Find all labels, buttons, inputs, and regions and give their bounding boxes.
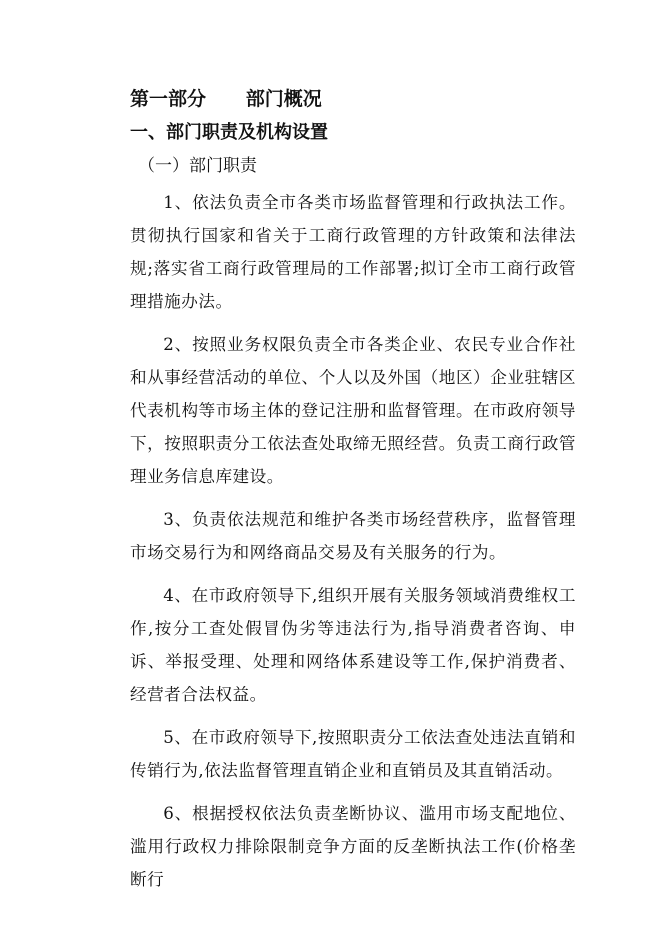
paragraph-3: 3、负责依法规范和维护各类市场经营秩序，监督管理市场交易行为和网络商品交易及有关服务的行为。 bbox=[130, 510, 576, 562]
paragraph-5: 5、在市政府领导下,按照职责分工依法查处违法直销和传销行为,依法监督管理直销企业和直销员及其直销活动。 bbox=[130, 728, 576, 780]
section-title: 一、部门职责及机构设置 bbox=[130, 122, 328, 143]
paragraph-1: 1、依法负责全市各类市场监督管理和行政执法工作。贯彻执行国家和省关于工商行政管理的方针政策和法律法规;落实省工商行政管理局的工作部署;拟订全市工商行政管理措施办法。 bbox=[130, 193, 576, 311]
document-body bbox=[130, 86, 576, 906]
paragraph-6: 6、根据授权依法负责垄断协议、滥用市场支配地位、滥用行政权力排除限制竞争方面的反垄断执法工作(价格垄断行 bbox=[130, 804, 576, 889]
paragraph-2: 2、按照业务权限负责全市各类企业、农民专业合作社和从事经营活动的单位、个人以及外国（地区）企业驻辖区代表机构等市场主体的登记注册和监督管理。在市政府领导下，按照职责分工依法查处取缔无照经营。负责工商行政管理业务信息库建设。 bbox=[130, 335, 576, 486]
sub-title: （一）部门职责 bbox=[138, 156, 257, 176]
part-title: 第一部分 部门概况 bbox=[130, 88, 322, 110]
paragraph-4: 4、在市政府领导下,组织开展有关服务领域消费维权工作,按分工查处假冒伪劣等违法行为,指导消费者咨询、申诉、举报受理、处理和网络体系建设等工作,保护消费者、经营者合法权益。 bbox=[130, 586, 576, 704]
